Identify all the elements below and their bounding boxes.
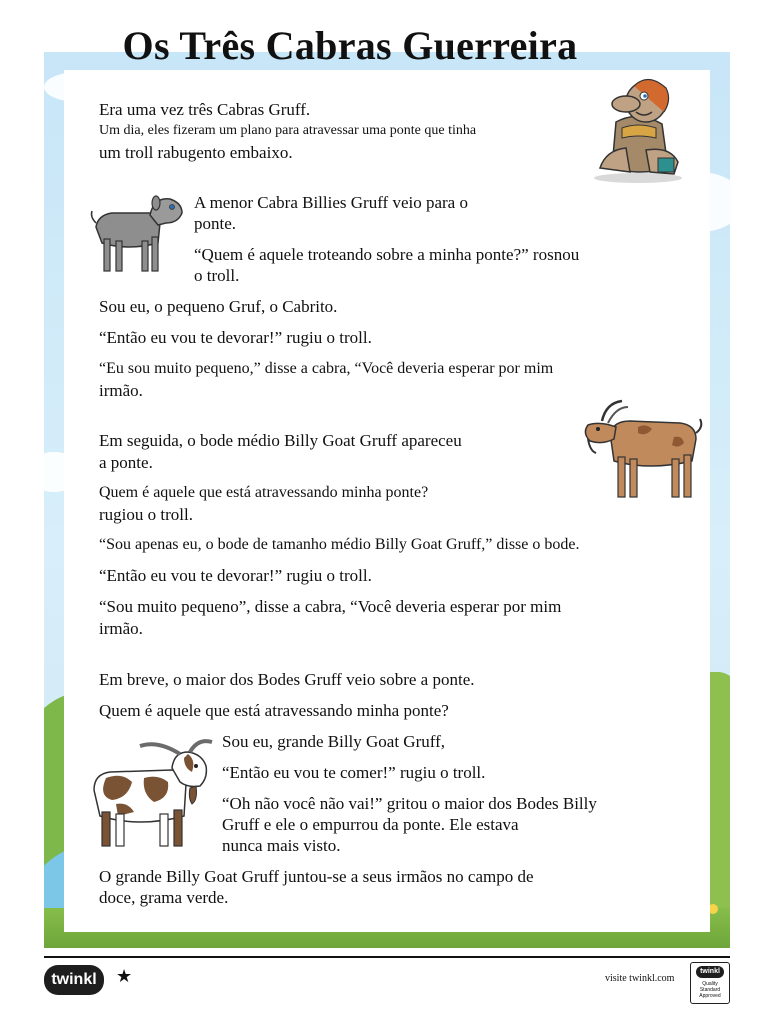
story-line: doce, grama verde. <box>99 888 229 907</box>
story-line: nunca mais visto. <box>222 836 341 855</box>
story-line: O grande Billy Goat Gruff juntou-se a seus irmãos no campo de <box>99 867 534 886</box>
story-line: “Então eu vou te devorar!” rugiu o troll. <box>99 566 372 585</box>
badge-text: Quality Standard Approved <box>699 981 721 999</box>
story-line: Quem é aquele que está atravessando minha ponte? <box>99 701 449 720</box>
medium-goat-icon <box>580 393 704 501</box>
big-goat-icon <box>88 738 214 850</box>
troll-icon <box>586 72 688 184</box>
story-line: irmão. <box>99 619 143 638</box>
story-line: “Sou apenas eu, o bode de tamanho médio Billy Goat Gruff,” disse o bode. <box>99 536 580 553</box>
badge-logo: twinkl <box>696 966 724 978</box>
story-line: Gruff e ele o empurrou da ponte. Ele estava <box>222 815 519 834</box>
star-icon[interactable]: ★ <box>116 966 133 986</box>
story-line: “Oh não você não vai!” gritou o maior dos Bodes Billy <box>222 794 597 813</box>
story-line: “Sou muito pequeno”, disse a cabra, “Você deveria esperar por mim <box>99 597 562 616</box>
story-line: “Quem é aquele troteando sobre a minha ponte?” rosnou <box>194 245 580 264</box>
story-line: um troll rabugento embaixo. <box>99 143 293 162</box>
story-line: Um dia, eles fizeram um plano para atravessar uma ponte que tinha <box>99 123 477 138</box>
page-title: Os Três Cabras Guerreira <box>122 23 578 68</box>
small-goat-icon <box>88 193 186 275</box>
story-line: Sou eu, o pequeno Gruf, o Cabrito. <box>99 297 338 316</box>
story-line: Quem é aquele que está atravessando minha ponte? <box>99 484 429 501</box>
story-line: Era uma vez três Cabras Gruff. <box>99 100 311 119</box>
story-line: “Então eu vou te comer!” rugiu o troll. <box>222 763 486 782</box>
story-line: “Então eu vou te devorar!” rugiu o troll. <box>99 328 372 347</box>
story-line: o troll. <box>194 266 240 285</box>
story-line: a ponte. <box>99 453 153 472</box>
story-line: irmão. <box>99 381 143 400</box>
story-line: ponte. <box>194 214 237 233</box>
story-line: “Eu sou muito pequeno,” disse a cabra, “Você deveria esperar por mim <box>99 360 554 377</box>
quality-badge <box>690 962 730 1004</box>
story-line: A menor Cabra Billies Gruff veio para o <box>194 193 468 212</box>
story-line: rugiou o troll. <box>99 505 193 524</box>
story-line: Em seguida, o bode médio Billy Goat Gruff apareceu <box>99 431 462 450</box>
website-link[interactable]: visite twinkl.com <box>605 973 675 984</box>
story-line: Em breve, o maior dos Bodes Gruff veio sobre a ponte. <box>99 670 475 689</box>
story-line: Sou eu, grande Billy Goat Gruff, <box>222 732 446 751</box>
twinkl-logo[interactable]: twinkl <box>44 965 104 995</box>
footer-divider <box>44 956 730 958</box>
